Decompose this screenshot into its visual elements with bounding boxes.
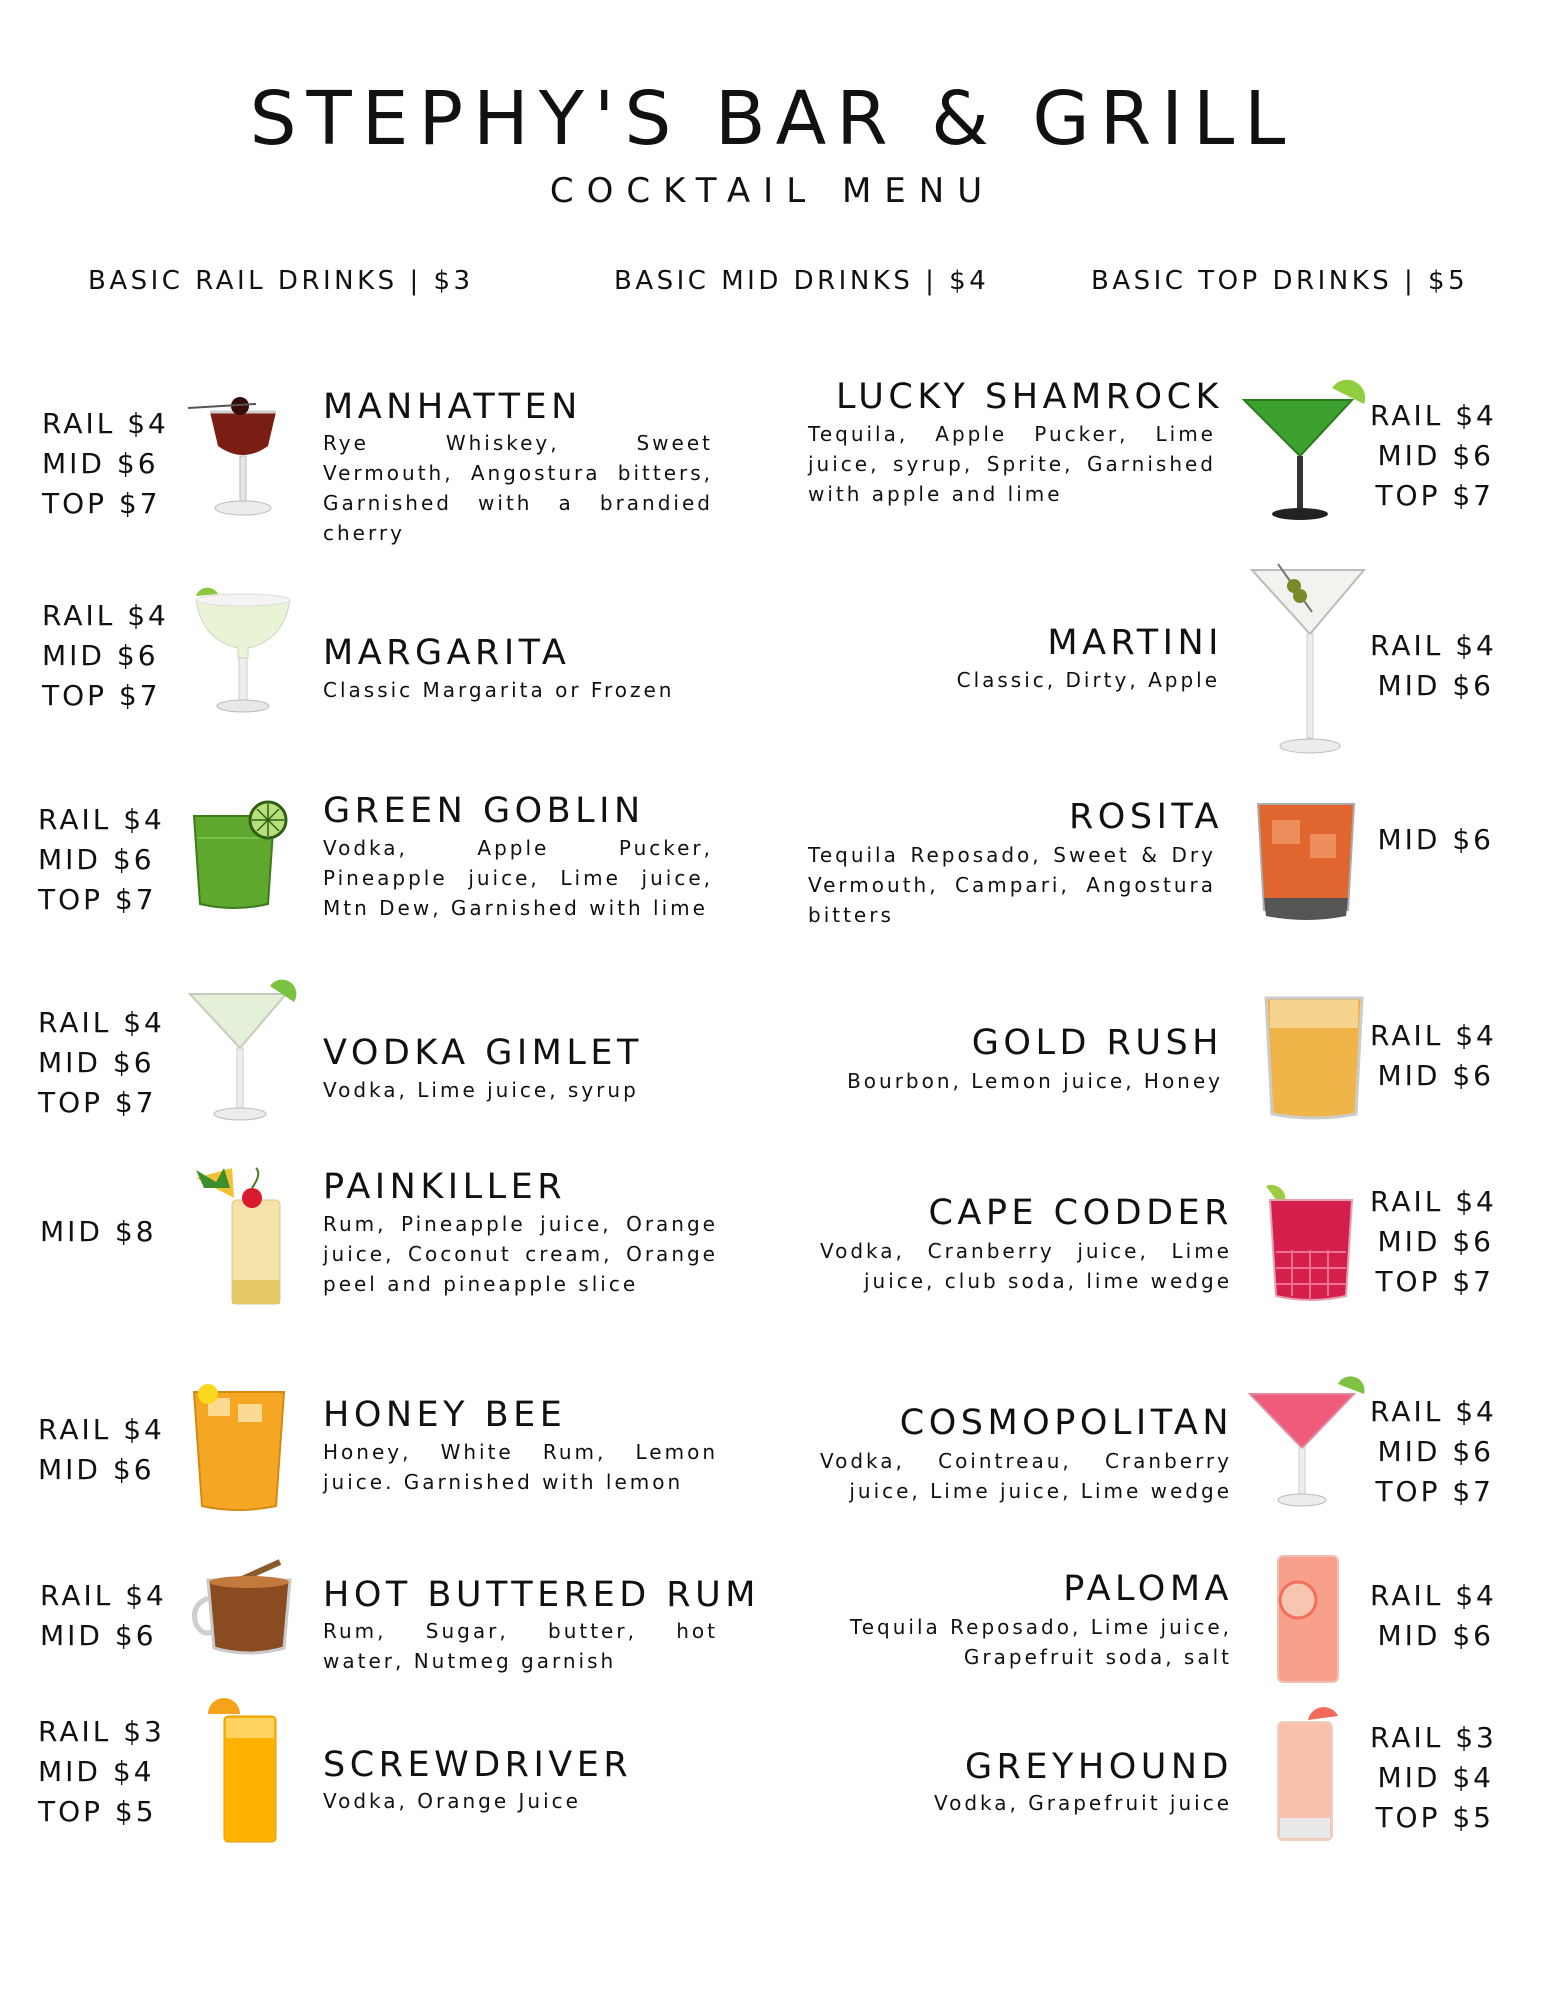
item-name: COSMOPOLITAN [899, 1403, 1233, 1443]
price-list [1370, 1182, 1497, 1302]
painkiller-cocktail-icon [192, 1168, 292, 1313]
item-description: Tequila Reposado, Lime juice, Grapefruit soda, salt [849, 1615, 1232, 1669]
basic-rail-drinks: BASIC RAIL DRINKS | $3 [88, 266, 474, 296]
price-top: TOP $5 [1375, 1801, 1494, 1834]
item-description: Rye Whiskey, Sweet Vermouth, Angostura bitters, Garnished with a brandied cherry [323, 431, 713, 545]
price-list [1370, 820, 1494, 860]
price-list [1370, 396, 1497, 516]
price-mid: MID $4 [38, 1755, 155, 1788]
price-mid: MID $6 [38, 1046, 155, 1079]
item-name: ROSITA [1068, 797, 1223, 837]
manhattan-cocktail-icon [188, 384, 298, 529]
price-mid: MID $6 [38, 1453, 155, 1486]
price-list [1370, 1392, 1497, 1512]
item-name: MARGARITA [323, 633, 571, 673]
greyhound-cocktail-icon [1272, 1706, 1352, 1846]
price-rail: RAIL $4 [1370, 1185, 1497, 1218]
item-name: MANHATTEN [323, 387, 582, 427]
price-list [40, 1576, 170, 1656]
price-list [38, 1003, 168, 1123]
screwdriver-cocktail-icon [202, 1704, 292, 1849]
price-rail: RAIL $4 [38, 1006, 165, 1039]
price-mid: MID $8 [40, 1215, 157, 1248]
menu-subtitle: COCKTAIL MENU [549, 171, 996, 211]
price-mid: MID $6 [38, 843, 155, 876]
gold-rush-cocktail-icon [1262, 990, 1367, 1125]
price-top: TOP $7 [42, 679, 161, 712]
price-rail: RAIL $4 [38, 1413, 165, 1446]
item-name: VODKA GIMLET [323, 1033, 643, 1073]
price-top: TOP $7 [1375, 1265, 1494, 1298]
price-list [1370, 1576, 1497, 1656]
price-mid: MID $6 [42, 639, 159, 672]
item-name: PAINKILLER [323, 1167, 567, 1207]
martini-cocktail-icon [1248, 564, 1368, 759]
paloma-cocktail-icon [1272, 1550, 1352, 1690]
price-top: TOP $7 [42, 487, 161, 520]
item-description: Vodka, Cointreau, Cranberry juice, Lime juice, Lime wedge [820, 1449, 1232, 1503]
price-rail: RAIL $4 [1370, 1579, 1497, 1612]
price-top: TOP $7 [38, 883, 157, 916]
item-name: PALOMA [1063, 1569, 1233, 1609]
price-rail: RAIL $4 [42, 599, 169, 632]
price-mid: MID $6 [42, 447, 159, 480]
price-list [1370, 1718, 1497, 1838]
price-list [42, 404, 172, 524]
item-name: SCREWDRIVER [323, 1745, 633, 1785]
basic-top-drinks: BASIC TOP DRINKS | $5 [1091, 266, 1469, 296]
item-name: GOLD RUSH [971, 1023, 1223, 1063]
price-mid: MID $6 [1377, 1225, 1494, 1258]
price-list [38, 1712, 168, 1832]
price-mid: MID $6 [40, 1619, 157, 1652]
item-description: Vodka, Grapefruit juice [933, 1791, 1232, 1815]
item-name: CAPE CODDER [928, 1193, 1233, 1233]
price-rail: RAIL $4 [1370, 629, 1497, 662]
item-description: Rum, Sugar, butter, hot water, Nutmeg garnish [323, 1619, 718, 1673]
menu-title: STEPHY'S BAR & GRILL [249, 76, 1296, 162]
price-top: TOP $7 [38, 1086, 157, 1119]
price-mid: MID $6 [1377, 1059, 1494, 1092]
price-list [1370, 626, 1497, 706]
cosmopolitan-cocktail-icon [1246, 1380, 1371, 1520]
item-name: LUCKY SHAMROCK [836, 377, 1223, 417]
price-mid: MID $6 [1377, 439, 1494, 472]
item-name: GREEN GOBLIN [323, 791, 645, 831]
margarita-cocktail-icon [188, 588, 298, 728]
price-mid: MID $6 [1377, 1435, 1494, 1468]
price-list [40, 1212, 170, 1252]
price-mid: MID $6 [1377, 669, 1494, 702]
price-mid: MID $4 [1377, 1761, 1494, 1794]
item-description: Vodka, Lime juice, syrup [323, 1078, 639, 1102]
item-description: Tequila, Apple Pucker, Lime juice, syrup, Sprite, Garnished with apple and lime [808, 422, 1216, 506]
item-name: MARTINI [1047, 623, 1223, 663]
price-list [38, 800, 168, 920]
price-mid: MID $6 [1377, 1619, 1494, 1652]
item-description: Bourbon, Lemon juice, Honey [847, 1069, 1223, 1093]
item-name: HONEY BEE [323, 1395, 567, 1435]
price-rail: RAIL $4 [1370, 1019, 1497, 1052]
price-list [1370, 1016, 1497, 1096]
price-top: TOP $7 [1375, 1475, 1494, 1508]
price-list [42, 596, 172, 716]
price-rail: RAIL $3 [1370, 1721, 1497, 1754]
cape-codder-cocktail-icon [1252, 1172, 1367, 1307]
price-rail: RAIL $4 [1370, 399, 1497, 432]
item-description: Classic Margarita or Frozen [323, 678, 675, 702]
vodka-gimlet-cocktail-icon [186, 982, 296, 1132]
lucky-shamrock-cocktail-icon [1240, 384, 1370, 529]
item-description: Classic, Dirty, Apple [956, 668, 1220, 692]
honey-bee-cocktail-icon [188, 1382, 298, 1517]
price-top: TOP $7 [1375, 479, 1494, 512]
price-rail: RAIL $4 [38, 803, 165, 836]
item-name: HOT BUTTERED RUM [323, 1575, 760, 1615]
item-name: GREYHOUND [964, 1747, 1233, 1787]
price-rail: RAIL $4 [1370, 1395, 1497, 1428]
price-rail: RAIL $3 [38, 1715, 165, 1748]
basic-mid-drinks: BASIC MID DRINKS | $4 [614, 266, 990, 296]
price-rail: RAIL $4 [40, 1579, 167, 1612]
item-description: Tequila Reposado, Sweet & Dry Vermouth, Campari, Angostura bitters [808, 843, 1216, 927]
price-rail: RAIL $4 [42, 407, 169, 440]
price-list [38, 1410, 168, 1490]
item-description: Honey, White Rum, Lemon juice. Garnished with lemon [323, 1440, 718, 1494]
item-description: Vodka, Cranberry juice, Lime juice, club soda, lime wedge [820, 1239, 1232, 1293]
item-description: Rum, Pineapple juice, Orange juice, Coconut cream, Orange peel and pineapple slice [323, 1212, 718, 1296]
green-goblin-cocktail-icon [188, 798, 298, 918]
rosita-cocktail-icon [1254, 798, 1364, 928]
item-description: Vodka, Orange Juice [323, 1789, 581, 1813]
price-top: TOP $5 [38, 1795, 157, 1828]
price-mid: MID $6 [1377, 823, 1494, 856]
hot-buttered-rum-mug-icon [190, 1562, 300, 1662]
item-description: Vodka, Apple Pucker, Pineapple juice, Lime juice, Mtn Dew, Garnished with lime [323, 836, 713, 920]
